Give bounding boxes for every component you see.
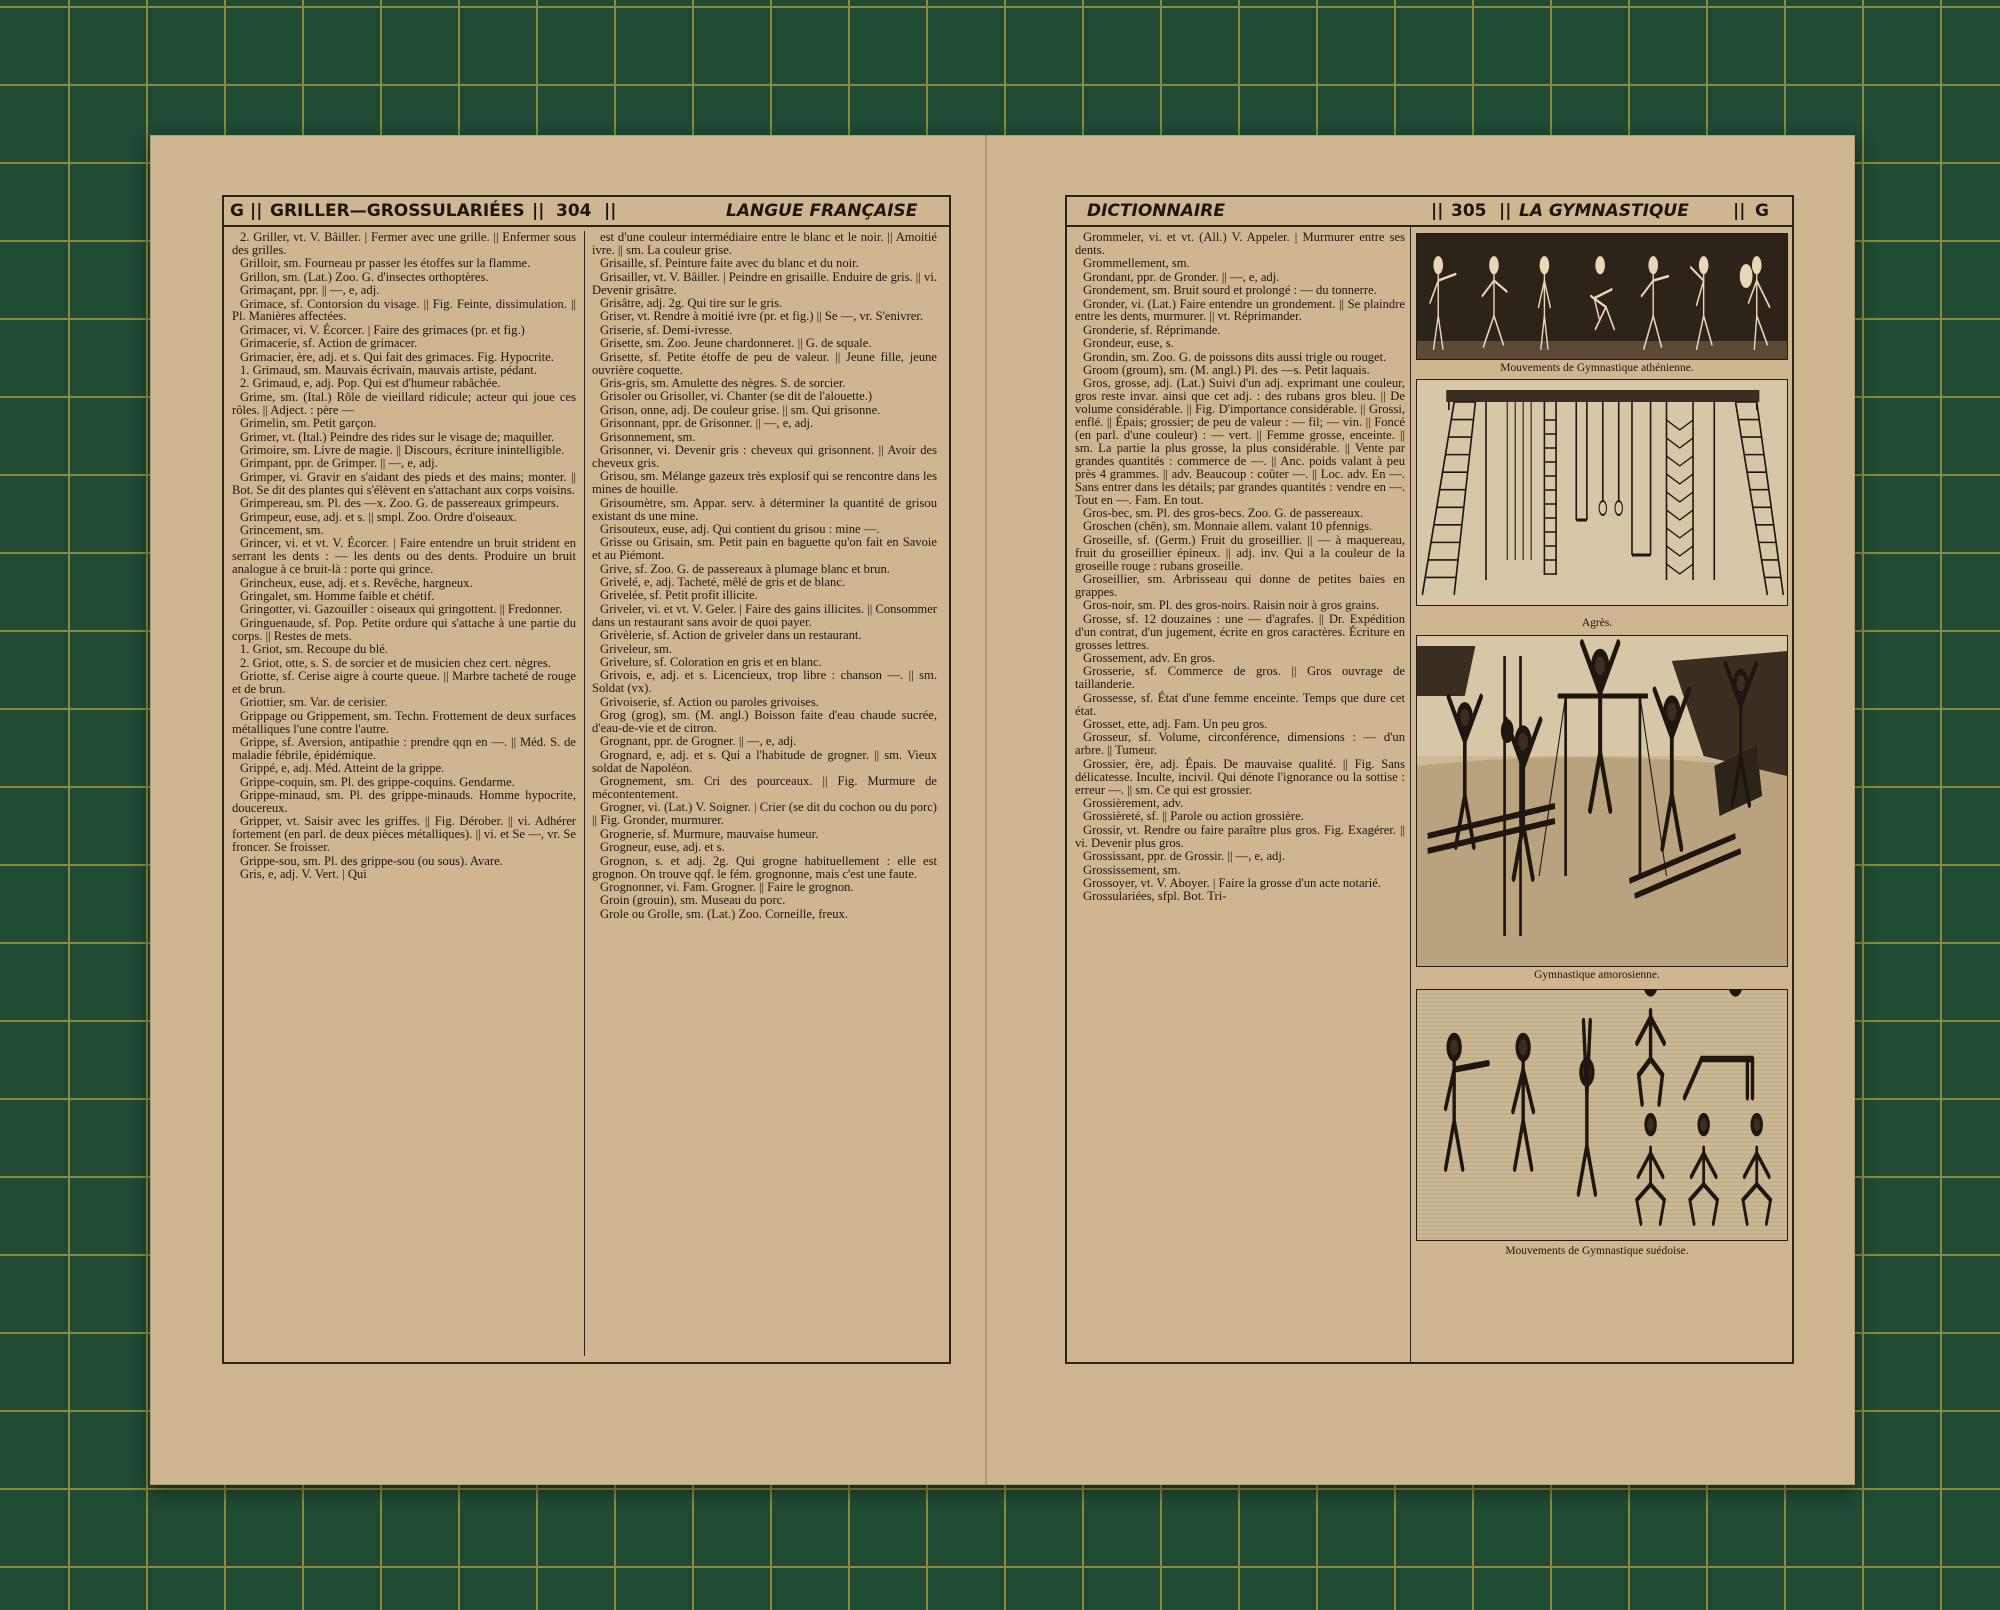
dictionary-entry: Grivelure, sf. Coloration en gris et en blanc.: [600, 655, 822, 669]
dictionary-entry: Grimoire, sm. Livre de magie. || Discours, écriture inintelligible.: [240, 443, 565, 457]
dictionary-entry: Gringuenaude, sf. Pop. Petite ordure qui s'attache à une partie du corps. || Restes de mets.: [232, 615, 576, 643]
header-separator: ||: [1431, 201, 1444, 221]
dictionary-entry: Grosserie, sf. Commerce de gros. || Gros ouvrage de taillanderie.: [1075, 664, 1405, 692]
dictionary-entry: Grisonner, vi. Devenir gris : cheveux qui grisonnent. || Avoir des cheveux gris.: [592, 443, 937, 470]
dictionary-entry: Groseille, sf. (Germ.) Fruit du groseillier. || — à maquereau, fruit du groseillier épineux. || adj. inv. Qui a la couleur de la groseille rouge : rubans groseille.: [1075, 532, 1405, 573]
dictionary-entry: est d'une couleur intermédiaire entre le blanc et le noir. || Amoitié ivre. || sm. La couleur grise.: [592, 231, 937, 257]
dictionary-entry: 1. Grimaud, sm. Mauvais écrivain, mauvais artiste, pédant.: [240, 363, 537, 378]
dictionary-entry: Grincement, sm.: [240, 522, 324, 537]
column-rule: [584, 231, 585, 1356]
figure-athenian-gymnastics: [1416, 233, 1788, 360]
section-title: LA GYMNASTIQUE: [1519, 201, 1689, 221]
figure-caption: Gymnastique amorosienne.: [1534, 969, 1660, 981]
dictionary-entry: Grivelé, e, adj. Tacheté, mêlé de gris et de blanc.: [600, 575, 846, 590]
left-page: [222, 195, 951, 1364]
dictionary-entry: Grossièreté, sf. || Parole ou action grossière.: [1083, 809, 1304, 824]
dictionary-entry: Grommellement, sm.: [1083, 256, 1190, 271]
left-page-header: [224, 197, 949, 227]
dictionary-entry: Gringalet, sm. Homme faible et chétif.: [240, 588, 435, 603]
dictionary-entry: Groschen (chên), sm. Monnaie allem. valant 10 pfennigs.: [1083, 519, 1373, 534]
tab-letter: G: [1755, 201, 1769, 221]
dictionary-entry: Grivelée, sf. Petit profit illicite.: [600, 588, 758, 603]
dictionary-entry: Grognerie, sf. Murmure, mauvaise humeur.: [600, 826, 819, 841]
dictionary-entry: Grive, sf. Zoo. G. de passereaux à plumage blanc et brun.: [600, 561, 890, 576]
dictionary-entry: Gros-bec, sm. Pl. des gros-becs. Zoo. G. de passereaux.: [1083, 506, 1364, 521]
book-gutter: [985, 135, 987, 1485]
left-page-columns: [232, 231, 941, 1356]
figure-caption: Mouvements de Gymnastique athénienne.: [1500, 362, 1694, 374]
running-title: GRILLER—GROSSULARIÉES: [270, 201, 525, 221]
right-text-column: [1075, 231, 1405, 1356]
dictionary-entry: Grime, sm. (Ital.) Rôle de vieillard ridicule; acteur qui joue ces rôles. || Adject. : père —: [232, 389, 576, 417]
dictionary-entry: Griserie, sf. Demi-ivresse.: [600, 322, 733, 337]
dictionary-entry: Grimaçant, ppr. || —, e, adj.: [240, 283, 380, 298]
dictionary-entry: Grimpeur, euse, adj. et s. || smpl. Zoo. Ordre d'oiseaux.: [240, 509, 517, 524]
dictionary-entry: Grimer, vt. (Ital.) Peindre des rides sur le visage de; maquiller.: [240, 429, 555, 444]
dictionary-entry: Grossement, adv. En gros.: [1083, 651, 1216, 665]
dictionary-entry: Grisonnant, ppr. de Grisonner. || —, e, adj.: [600, 416, 814, 431]
dictionary-entry: Grison, onne, adj. De couleur grise. || sm. Qui grisonne.: [600, 402, 881, 417]
header-separator: ||: [1499, 201, 1512, 221]
book-spread: [150, 135, 1855, 1485]
section-title: LANGUE FRANÇAISE: [726, 201, 918, 221]
column-rule: [1410, 227, 1411, 1362]
running-title: DICTIONNAIRE: [1087, 201, 1225, 221]
dictionary-entry: Grondement, sm. Bruit sourd et prolongé : — du tonnerre.: [1083, 283, 1377, 298]
illustration-area: [1412, 227, 1792, 1360]
dictionary-entry: Grisette, sf. Petite étoffe de peu de valeur. || Jeune fille, jeune ouvrière coquette.: [592, 349, 937, 377]
dictionary-entry: Grivèlerie, sf. Action de griveler dans un restaurant.: [600, 628, 862, 643]
dictionary-entry: Grisâtre, adj. 2g. Qui tire sur le gris.: [600, 296, 783, 311]
dictionary-entry: Gronderie, sf. Réprimande.: [1083, 322, 1221, 337]
dictionary-entry: Grisoumètre, sm. Appar. serv. à déterminer la quantité de grisou existant ds une mine.: [592, 495, 937, 523]
dictionary-entry: Grippage ou Grippement, sm. Techn. Frottement de deux surfaces métalliques l'une contre l'autre.: [232, 708, 576, 736]
right-page-header: [1067, 197, 1792, 227]
dictionary-entry: 2. Griller, vt. V. Bâiller. | Fermer avec une grille. || Enfermer sous des grilles.: [232, 231, 576, 257]
dictionary-entry: Grognard, e, adj. et s. Qui a l'habitude de grogner. || sm. Vieux soldat de Napoléon.: [592, 747, 937, 775]
dictionary-entry: 1. Griot, sm. Recoupe du blé.: [240, 642, 388, 657]
dictionary-entry: Grimpereau, sm. Pl. des —x. Zoo. G. de passereaux grimpeurs.: [240, 496, 559, 511]
dictionary-entry: Grole ou Grolle, sm. (Lat.) Zoo. Corneille, freux.: [600, 906, 848, 921]
dictionary-entry: Griotte, sf. Cerise aigre à courte queue. || Marbre tacheté de rouge et de brun.: [232, 668, 576, 696]
dictionary-entry: Grisonnement, sm.: [600, 429, 696, 444]
dictionary-entry: Grisette, sm. Zoo. Jeune chardonneret. || G. de squale.: [600, 336, 872, 351]
dictionary-entry: Grisse ou Grisain, sm. Petit pain en baguette qu'on fait en Savoie et au Piémont.: [592, 535, 937, 563]
dictionary-entry: Grivois, e, adj. et s. Licencieux, trop libre : chanson —. || sm. Soldat (vx).: [592, 668, 937, 696]
dictionary-entry: Grisaille, sf. Peinture faite avec du blanc et du noir.: [600, 256, 859, 271]
dictionary-entry: Grossesse, sf. État d'une femme enceinte. Temps que dure cet état.: [1075, 690, 1405, 718]
dictionary-entry: Grisoler ou Grisoller, vi. Chanter (se dit de l'alouette.): [600, 389, 873, 404]
dictionary-entry: Grosse, sf. 12 douzaines : une — d'agrafes. || Dr. Expédition d'un contrat, d'un jugement, écrite en gros caractères. Écriture en grosses lettres.: [1075, 611, 1405, 652]
figure-amoros-gymnastics: [1416, 635, 1788, 967]
figure-caption: Mouvements de Gymnastique suédoise.: [1505, 1245, 1689, 1257]
figure-swedish-gymnastics: [1416, 989, 1788, 1241]
dictionary-entry: Grognonner, vi. Fam. Grogner. || Faire le grognon.: [600, 879, 854, 894]
right-page: [1065, 195, 1794, 1364]
dictionary-entry: Grimace, sf. Contorsion du visage. || Fig. Feinte, dissimulation. || Pl. Manières affectées.: [232, 296, 576, 324]
dictionary-entry: Grincer, vi. et vt. V. Écorcer. | Faire entendre un bruit strident en serrant les dents : — les dents ou des dents. Produire un bruit analogue à ce bruit-là : porte qui grince.: [232, 536, 576, 577]
dictionary-entry: Grossoyer, vt. V. Aboyer. | Faire la grosse d'un acte notarié.: [1083, 875, 1381, 890]
dictionary-entry: Grognon, s. et adj. 2g. Qui grogne habituellement : elle est grognon. On trouve qqf. le fém. grognonne, mais c'est une faute.: [592, 853, 937, 881]
header-separator: ||: [1733, 201, 1746, 221]
dictionary-entry: 2. Grimaud, e, adj. Pop. Qui est d'humeur rabâchée.: [240, 376, 501, 391]
dictionary-entry: Grondeur, euse, s.: [1083, 336, 1174, 351]
dictionary-entry: Gris, e, adj. V. Vert. | Qui: [240, 867, 367, 881]
dictionary-entry: 2. Griot, otte, s. S. de sorcier et de musicien chez cert. nègres.: [240, 655, 551, 670]
dictionary-entry: Grivoiserie, sf. Action ou paroles grivoises.: [600, 694, 819, 709]
figure-apparatus: [1416, 379, 1788, 606]
dictionary-entry: Griser, vt. Rendre à moitié ivre (pr. et fig.) || Se —, vr. S'enivrer.: [600, 309, 923, 324]
dictionary-entry: Grogner, vi. (Lat.) V. Soigner. | Crier (se dit du cochon ou du porc) || Fig. Gronder, murmurer.: [592, 800, 937, 828]
dictionary-entry: Groin (grouin), sm. Museau du porc.: [600, 893, 786, 908]
dictionary-entry: Grognant, ppr. de Grogner. || —, e, adj.: [600, 734, 797, 749]
dictionary-entry: Groseillier, sm. Arbrisseau qui donne de petites baies en grappes.: [1075, 572, 1405, 599]
page-number: 305: [1451, 201, 1487, 221]
tab-letter: G: [230, 201, 244, 221]
dictionary-entry: Grilloir, sm. Fourneau pr passer les étoffes sur la flamme.: [240, 256, 531, 271]
dictionary-entry: Grisouteux, euse, adj. Qui contient du grisou : mine —.: [600, 521, 880, 536]
dictionary-entry: Grimper, vi. Gravir en s'aidant des pieds et des mains; monter. || Bot. Se dit des plantes qui s'élèvent en s'attachant aux corps voisins.: [232, 469, 576, 497]
dictionary-entry: Grimelin, sm. Petit garçon.: [240, 416, 377, 431]
dictionary-entry: Gronder, vi. (Lat.) Faire entendre un grondement. || Se plaindre entre les dents, murmurer. || vt. Réprimander.: [1075, 296, 1405, 324]
left-column-1: [232, 231, 576, 1356]
dictionary-entry: Gripper, vt. Saisir avec les griffes. || Fig. Dérober. || vi. Adhérer fortement (en parl. de deux pièces métalliques). || vi. et Se —, vr. Se froncer. Se froisser.: [232, 814, 576, 855]
dictionary-entry: Grisailler, vt. V. Bâiller. | Peindre en grisaille. Enduire de gris. || vi. Devenir grisâtre.: [592, 269, 937, 297]
dictionary-entry: Gringotter, vi. Gazouiller : oiseaux qui gringottent. || Fredonner.: [240, 602, 563, 617]
dictionary-entry: Grippe-sou, sm. Pl. des grippe-sou (ou sous). Avare.: [240, 853, 503, 868]
dictionary-entry: Grimpant, ppr. de Grimper. || —, e, adj.: [240, 456, 438, 471]
dictionary-entry: Grippe-coquin, sm. Pl. des grippe-coquins. Gendarme.: [240, 774, 515, 789]
header-separator: ||: [604, 201, 617, 221]
dictionary-entry: Grippe-minaud, sm. Pl. des grippe-minauds. Homme hypocrite, doucereux.: [232, 788, 576, 815]
dictionary-entry: Grosseur, sf. Volume, circonférence, dimensions : — d'un arbre. || Tumeur.: [1075, 730, 1405, 758]
dictionary-entry: Grimacerie, sf. Action de grimacer.: [240, 336, 418, 351]
dictionary-entry: Grogneur, euse, adj. et s.: [600, 840, 725, 855]
dictionary-entry: Groom (groum), sm. (M. angl.) Pl. des —s. Petit laquais.: [1083, 363, 1370, 378]
figure-caption: Agrès.: [1581, 617, 1613, 629]
dictionary-entry: Griveleur, sm.: [600, 641, 672, 656]
dictionary-entry: Grossir, vt. Rendre ou faire paraître plus gros. Fig. Exagérer. || vi. Devenir plus gros.: [1075, 822, 1405, 850]
dictionary-entry: Gros, grosse, adj. (Lat.) Suivi d'un adj. exprimant une couleur, gros reste invar. ainsi que cet adj. : des rubans gros bleu. || De volume considérable. || Fig. D'importance considérable. || Grossi, enflé. || Épais; grossier; de peu de valeur : — fil; — vin. || Foncé (en parl. d'une couleur) : — vert. || Femme grosse, enceinte. || sm. La partie la plus grosse, la plus considérable. || Vente par grandes quantités : commerce de —. || Anc. poids valant à peu près 4 grammes. || adv. Beaucoup : coûter —. || Loc. adv. En —. Sans entrer dans les détails; par grandes quantités : vendre en —. Tout en —. Fam. En tout.: [1075, 376, 1405, 507]
dictionary-entry: Grossièrement, adv.: [1083, 795, 1184, 810]
dictionary-entry: Grillon, sm. (Lat.) Zoo. G. d'insectes orthoptères.: [240, 269, 489, 284]
dictionary-entry: Grincheux, euse, adj. et s. Revêche, hargneux.: [240, 575, 473, 590]
dictionary-entry: Grosset, ette, adj. Fam. Un peu gros.: [1083, 717, 1268, 732]
dictionary-entry: Grossissant, ppr. de Grossir. || —, e, adj.: [1083, 849, 1285, 864]
dictionary-entry: Griottier, sm. Var. de cerisier.: [240, 695, 388, 710]
dictionary-entry: Grossier, ère, adj. Épais. De mauvaise qualité. || Fig. Sans délicatesse. Inculte, incivil. Qui dénote l'ignorance ou la sottise : erreur —. || sm. Ce qui est grossier.: [1075, 756, 1405, 797]
dictionary-entry: Grimacier, ère, adj. et s. Qui fait des grimaces. Fig. Hypocrite.: [240, 349, 554, 364]
dictionary-entry: Grossulariées, sfpl. Bot. Tri-: [1083, 889, 1227, 904]
dictionary-entry: Griveler, vi. et vt. V. Geler. | Faire des gains illicites. || Consommer dans un restaurant sans avoir de quoi payer.: [592, 601, 937, 629]
dictionary-entry: Gros-noir, sm. Pl. des gros-noirs. Raisin noir à gros grains.: [1083, 598, 1380, 613]
dictionary-entry: Grippé, e, adj. Méd. Atteint de la grippe.: [240, 761, 445, 776]
dictionary-entry: Gris-gris, sm. Amulette des nègres. S. de sorcier.: [600, 375, 846, 390]
dictionary-entry: Grondant, ppr. de Gronder. || —, e, adj.: [1083, 269, 1280, 284]
page-number: 304: [556, 201, 592, 221]
dictionary-entry: Grog (grog), sm. (M. angl.) Boisson faite d'eau chaude sucrée, d'eau-de-vie et de citron.: [592, 708, 937, 736]
dictionary-entry: Grondin, sm. Zoo. G. de poissons dits aussi trigle ou rouget.: [1083, 349, 1387, 364]
header-separator: ||: [532, 201, 545, 221]
dictionary-entry: Grommeler, vi. et vt. (All.) V. Appeler. | Murmurer entre ses dents.: [1075, 231, 1405, 257]
dictionary-entry: Grippe, sf. Aversion, antipathie : prendre qqn en —. || Méd. S. de maladie fébrile, épidémique.: [232, 734, 576, 762]
left-column-2: [592, 231, 937, 1356]
header-separator: ||: [250, 201, 263, 221]
dictionary-entry: Grimacer, vi. V. Écorcer. | Faire des grimaces (pr. et fig.): [240, 322, 525, 337]
dictionary-entry: Grognement, sm. Cri des pourceaux. || Fig. Murmure de mécontentement.: [592, 774, 937, 802]
dictionary-entry: Grossissement, sm.: [1083, 862, 1181, 877]
dictionary-entry: Grisou, sm. Mélange gazeux très explosif qui se rencontre dans les mines de houille.: [592, 469, 937, 497]
